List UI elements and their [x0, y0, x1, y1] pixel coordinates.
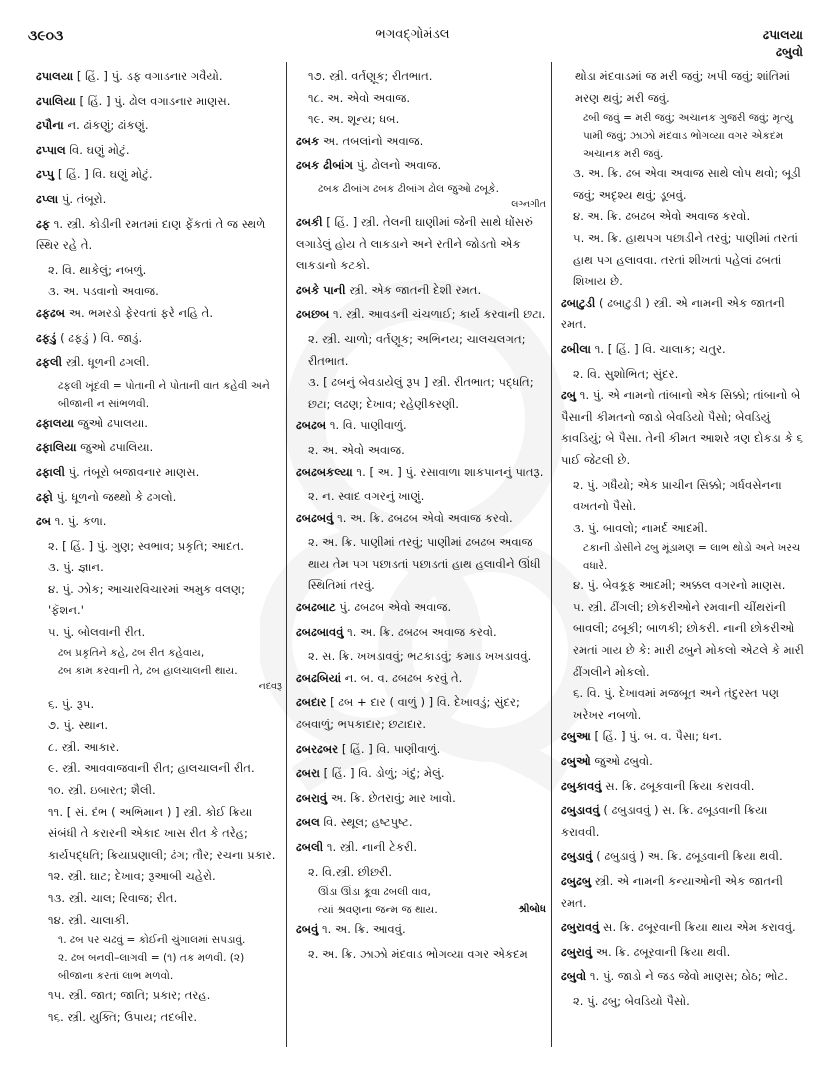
quotation-line: ઢબ કામ કરવાની તે, ઢબ હાલચાલની થાય.	[58, 664, 238, 677]
dictionary-entry	[296, 837, 546, 859]
sense-line: ૧૯. અ. શૂન્ય; ધબ.	[308, 112, 400, 127]
guide-words	[763, 26, 803, 60]
definition: સ્ત્રી. એ નામની કન્યાઓની એક જાતની રમત.	[561, 874, 783, 910]
sense-line: ૧૦. સ્ત્રી. ઇબારત; શૈલી.	[48, 783, 156, 798]
headword: ઢબુઓ	[561, 754, 591, 769]
headword: ઢબકે પાની	[296, 282, 346, 297]
definition: [ હિં. ] પું. ઢોલ વગાડનાર માણસ.	[79, 93, 231, 108]
definition: જુઓ ઢબુવો.	[594, 754, 653, 769]
dictionary-entry	[296, 131, 546, 153]
definition: સ્ત્રી. ધૂળની ઢગલી.	[65, 355, 150, 370]
headword: ઢબલી	[296, 840, 324, 854]
definition: ૧. પું. જાડો ને જડ જેવો માણસ; ઠોઠ; ભોટ.	[589, 969, 788, 984]
dictionary-entry	[561, 293, 809, 336]
definition: જુઓ ઢપાલયા.	[77, 415, 148, 430]
sense-line: ૩. પું. જ્ઞાન.	[48, 560, 104, 575]
sense-line: ૧૭. સ્ત્રી. વર્તણૂક; રીતભાત.	[308, 69, 433, 83]
dictionary-entry	[561, 942, 809, 964]
dictionary-entry	[36, 189, 282, 211]
sense-line: ૨. પું. ગધૈયો; એક પ્રાચીન સિક્કો; ગર્ધવસેનના વખતનો પૈસો.	[573, 477, 782, 514]
dictionary-entry	[561, 871, 809, 914]
sense-line: ૧૬. સ્ત્રી. યુક્તિ; ઉપાય; તદબીર.	[48, 1009, 198, 1024]
sense-line: ૧૮. અ. એવો અવાજ.	[308, 90, 411, 105]
dictionary-entry	[36, 140, 282, 162]
dictionary-entry	[36, 462, 282, 484]
definition: ૧. [ અ. ] પું. રસાવાળા શાકપાનનું પાતરૂ.	[356, 464, 544, 479]
quotation-text: ત્યાં શ્રવણના જન્મ જ થાય.	[318, 904, 438, 917]
sense-line: ૨. અ. ક્રિ. ઝાઝો મંદવાડ ભોગવ્યા વગર એકદમ	[308, 946, 528, 961]
headword: ઢબઢબાવવું	[296, 624, 344, 639]
sense-line: ૫. પું. બોલવાની રીત.	[48, 625, 146, 640]
headword: ઢબુઆ	[561, 729, 591, 744]
dictionary-entry	[296, 212, 546, 277]
sense-line: ૨. સ. ક્રિ. ખખડાવવું; ભટકાડવું; કમાડ ખખડાવવું.	[308, 649, 532, 664]
headword: ઢપાલયા	[36, 69, 74, 83]
definition: ૧. સ્ત્રી. નાની ટેકરી.	[326, 840, 418, 854]
dictionary-entry	[36, 413, 282, 435]
headword: ઢપાલિયા	[36, 93, 76, 108]
sense-line: ૩. અ. પડવાનો અવાજ.	[48, 284, 159, 299]
guide-word-first: ઢપાલયા	[762, 27, 803, 42]
dictionary-entry	[296, 788, 546, 810]
quotation-line: ઢફલી ખૂંદવી = પોતાની ને પોતાની વાત કહેવી અને બીજાની ન સાંભળવી.	[58, 379, 270, 410]
headword: ઢબછબ	[296, 307, 330, 322]
dictionary-entry	[296, 508, 546, 530]
headword: ઢબીલા	[561, 341, 591, 356]
headword: ઢપ્લા	[36, 191, 59, 206]
definition: વિ. ઘણું મોટું.	[69, 142, 130, 157]
dictionary-entry	[561, 726, 809, 748]
sense-line: ૩. પું. બાવલો; નામર્દ આદમી.	[573, 520, 708, 535]
dictionary-entry	[36, 352, 282, 374]
definition: ( ઢબુડાવું ) અ. ક્રિ. ઢબૂડવાની ક્રિયા થવી.	[596, 849, 783, 864]
sense-line: ૬. પું. રૂપ.	[48, 696, 95, 711]
definition: ન. બ. વ. ઢબઢબ કરવું તે.	[344, 670, 463, 685]
definition: પું. તંબૂરો બજાવનાર માણસ.	[68, 464, 200, 479]
headword: ઢબકી	[296, 214, 323, 229]
sense-line: ૧૫. સ્ત્રી. જાત; જાતિ; પ્રકાર; તરહ.	[48, 988, 211, 1003]
column-2	[296, 66, 546, 965]
definition: [ હિં. ] વિ. ડોળું; ગંદું; મેલું.	[323, 766, 445, 781]
definition: અ. તબલાંનો અવાજ.	[322, 133, 424, 148]
quotation-line: ૧. ઢબ પર ચઢવું = કોઈની ચુંગાલમાં સપડાવું.	[58, 934, 246, 947]
definition: ૧. સ્ત્રી. આવડની ચંચળાઈ; કાર્ય કરવાની છટા.	[333, 307, 546, 322]
headword: ઢબઢબ	[296, 418, 327, 433]
sense-line: ૬. વિ. પું. દેખાવમાં મજબૂત અને તંદુરસ્ત પણ ખરેખર નબળો.	[573, 686, 780, 722]
headword: ઢબુકાવવું	[561, 778, 602, 793]
definition: [ ઢબ + દાર ( વાળું ) ] વિ. દેખાવડું; સુંદર; ઢબવાળું; ભપકાદાર; છટાદાર.	[296, 695, 520, 732]
quotation-line: ઢબ પ્રકૃતિને કહે, ઢબ રીત કહેવાય,	[58, 646, 205, 659]
headword: ઢબરાવું	[296, 790, 328, 805]
dictionary-entry	[296, 692, 546, 735]
headword: ઢબાટુડી	[561, 295, 596, 310]
dictionary-entry	[296, 763, 546, 785]
definition: અ. ક્રિ. ઢબૂરવાની ક્રિયા થવી.	[595, 944, 731, 959]
dictionary-entry	[296, 280, 546, 302]
dictionary-entry	[296, 919, 546, 941]
column-3	[561, 66, 809, 1013]
dictionary-entry	[36, 328, 282, 350]
headword: ઢબરા	[296, 766, 320, 781]
dictionary-entry	[296, 155, 546, 177]
column-divider	[286, 62, 287, 1047]
definition: ( ઢબાટુડી ) સ્ત્રી. એ નામની એક જાતની રમત.	[561, 295, 785, 332]
sense-line: ૫. સ્ત્રી. ઢીંગલી; છોકરીઓને રમવાની ચીંથરાંની બાવલી; ઢબૂકી; બાળકી; છોકરી. નાની છોકરીઓ રમતાં ગાય છે કે: મારી ઢબુને મોકલો એટલે કે મારી ઢીંગલીને મોકલો.	[573, 599, 804, 679]
sense-line: ૪. અ. ક્રિ. ઢબઢબ એવો અવાજ કરવો.	[573, 209, 751, 224]
dictionary-entry	[561, 339, 809, 361]
headword: ઢબઢબકલ્યા	[296, 464, 353, 479]
definition: સ. ક્રિ. ઢબૂકવાની ક્રિયા કરાવવી.	[605, 778, 755, 793]
dictionary-entry	[561, 917, 809, 939]
dictionary-entry	[36, 164, 282, 186]
dictionary-entry	[561, 385, 809, 471]
dictionary-entry	[296, 622, 546, 644]
dictionary-entry	[561, 966, 809, 988]
sense-line: ૧૧. [ સં. દંભ ( અભિમાન ) ] સ્ત્રી. કોઈ ક્રિયા સંબંધી તે કરારની એકાદ ખાસ રીત કે તરેહ; કાર્યપદ્ધતિ; ક્રિયાપ્રણાલી; ઢંગ; તૌર; રચના પ્રકાર.	[48, 804, 276, 862]
quotation-line: ઢબક ઢીબાંગ ઢબક ઢીબાંગ ઢોલ જુઓ ઢબૂકે.	[318, 182, 500, 195]
headword: ઢફાલી	[36, 464, 65, 479]
sense-line: ૨. પું. ઢબુ; બેવડિયો પૈસો.	[573, 993, 690, 1008]
definition: વિ. સ્થૂલ; હષ્ટપુષ્ટ.	[323, 815, 413, 830]
definition: ૧. અ. ક્રિ. ઢબઢબ એવો અવાજ કરવો.	[337, 510, 513, 525]
running-title: ભગવદ્ગોમંડલ	[375, 27, 450, 42]
headword: ઢપ્પાલ	[36, 142, 66, 157]
headword: ઢફાલિયા	[36, 440, 77, 455]
dictionary-entry	[36, 437, 282, 459]
definition: ૧. સ્ત્રી. કોડીની રમતમાં દાણ ફેંકતાં તે જ સ્થળે સ્થિર રહે તે.	[36, 216, 266, 253]
sense-line: ૧૪. સ્ત્રી. ચાલાકી.	[48, 912, 130, 927]
dictionary-entry	[36, 303, 282, 325]
dictionary-entry	[296, 415, 546, 437]
dictionary-entry	[561, 751, 809, 773]
headword: ઢબવું	[296, 922, 319, 937]
headword: ઢબુવો	[561, 969, 587, 984]
headword: ઢબુરાવું	[561, 944, 593, 959]
definition: ( ઢબુડાવવું ) સ. ક્રિ. ઢબૂડવાની ક્રિયા કરાવવી.	[561, 803, 768, 839]
sense-line: ૮. સ્ત્રી. આકાર.	[48, 739, 120, 754]
definition: સ. ક્રિ. ઢબૂરવાની ક્રિયા થાય એમ કરાવવું.	[603, 920, 796, 935]
definition: ૧. પું. એ નામનો તાંબાનો એક સિક્કો; તાંબાનો બે પૈસાની કીમતનો જાડો બેવડિયો પૈસો; બેવડિયું કાવડિયું; બે પૈસા. તેની કીમત આશરે ત્રણ દોકડા કે ૬ પાઈ જેટલી છે.	[561, 388, 803, 467]
dictionary-entry	[36, 91, 282, 113]
sense-line: ૨. અ. ક્રિ. પાણીમાં તરવું; પાણીમાં ઢબઢબ અવાજ થાય તેમ પગ પછાડતાં પછાડતાં હાથ હલાવીને ઊંધી સ્થિતિમાં તરવું.	[308, 535, 541, 593]
headword: ઢબુ	[561, 388, 577, 403]
headword: ઢબુડાવું	[561, 849, 593, 864]
guide-word-last: ઢબુવો	[775, 44, 803, 59]
sense-line: ૨. વિ. થાકેલું; નબળું.	[48, 262, 147, 277]
page-header	[0, 0, 825, 59]
definition: ૧. [ હિં. ] વિ. ચાલાક; ચતુર.	[594, 341, 726, 356]
definition: ૧. અ. ક્રિ. આવવું.	[321, 922, 406, 937]
sense-line: ૪. પું. બેવકૂફ આદમી; અક્કલ વગરનો માણસ.	[573, 578, 786, 593]
sense-line: ૯. સ્ત્રી. આવવાજવાની રીત; હાલચાલની રીત.	[48, 761, 255, 776]
definition: [ હિં. ] પું. બ. વ. પૈસા; ધન.	[594, 729, 722, 744]
sense-line: ૨. વિ.સ્ત્રી. છીછરી.	[308, 864, 393, 879]
headword: ઢફલી	[36, 355, 63, 370]
sense-line: ૨. સ્ત્રી. ચાળો; વર્તણૂક; અભિનય; ચાલચલગત; રીતભાત.	[308, 331, 526, 368]
definition: પું. ઢોલનો અવાજ.	[356, 158, 442, 173]
sense-line: ૨. અ. એવો અવાજ.	[308, 442, 405, 457]
dictionary-entry	[36, 66, 282, 88]
definition: ૧. પું. કળા.	[54, 514, 107, 529]
sense-line: ૧૩. સ્ત્રી. ચાલ; રિવાજ; રીત.	[48, 891, 178, 905]
definition: અ. ભમરડો ફેરવતાં ફરે નહિ તે.	[68, 305, 214, 320]
definition: [ હિં. ] વિ. ઘણું મોટું.	[57, 167, 153, 182]
dictionary-entry	[296, 812, 546, 834]
headword: ઢબઢબાટ	[296, 600, 336, 615]
headword: ઢબઢબિયાં	[296, 670, 342, 685]
dictionary-entry	[561, 776, 809, 798]
dictionary-entry	[36, 487, 282, 509]
definition: સ્ત્રી. એક જાતની દેશી રમત.	[349, 282, 482, 297]
definition: જુઓ ઢપાલિયા.	[80, 440, 154, 455]
sense-line: ૧૨. સ્ત્રી. ઘાટ; દેખાવ; રૂઆબી ચહેરો.	[48, 869, 216, 884]
headword: ઢફડું	[36, 330, 57, 345]
dictionary-entry	[36, 214, 282, 257]
headword: ઢબુરાવવું	[561, 920, 600, 935]
definition: [ હિં. ] પું. ડફ વગાડનાર ગવૈયો.	[76, 69, 223, 83]
sense-line: ૭. પું. સ્થાન.	[48, 718, 109, 733]
quotation-line: ઢબી જવું = મરી જવું; અચાનક ગુજરી જવું; મૃત્યુ પામી જવું; ઝાઝો મંદવાડ ભોગવ્યા વગર એકદમ અચાનક મરી જવું.	[583, 112, 794, 161]
headword: ઢબઢબવું	[296, 510, 334, 525]
quotation-line	[296, 901, 546, 919]
column-1	[36, 66, 282, 1028]
headword: ઢપૌના	[36, 118, 64, 133]
dictionary-entry	[561, 846, 809, 868]
definition: [ હિં. ] વિ. પાણીવાળું.	[341, 741, 441, 756]
definition: અ. ક્રિ. છેતરાવું; માર ખાવો.	[330, 790, 456, 805]
column-divider	[551, 62, 552, 1047]
quotation-line: ટકાની ડોસીને ઢબુ મૂંડામણ = લાભ થોડો અને ખરચ વધારે.	[583, 542, 801, 573]
quotation-source: નદવરૂ	[258, 680, 282, 692]
dictionary-entry	[296, 668, 546, 690]
dictionary-entry	[36, 115, 282, 137]
sense-line: ૨. ન. સ્વાદ વગરનું ખાણું.	[308, 489, 425, 504]
sense-line: ૨. [ હિં. ] પું. ગુણ; સ્વભાવ; પ્રકૃતિ; આદત.	[48, 538, 244, 553]
dictionary-entry	[296, 304, 546, 326]
dictionary-entry	[36, 511, 282, 533]
quotation-source: શ્રીબોધ	[518, 904, 546, 916]
headword: ઢબક ઢીબાંગ	[296, 158, 353, 173]
dictionary-entry	[296, 462, 546, 484]
sense-line: ૪. પું. ઝોક; આચારવિચારમાં અમુક વલણ; 'ફૅશન.'	[48, 581, 246, 618]
definition: ૧. અ. ક્રિ. ઢબઢબ અવાજ કરવો.	[347, 624, 497, 639]
sense-line: ૩. [ ઢબનું બેવડાયેલું રૂપ ] સ્ત્રી. રીતભાત; પદ્ધતિ; છટા; લઢણ; દેખાવ; રહેણીકરણી.	[308, 375, 534, 411]
quotation-source: લગ્નગીત	[511, 198, 546, 210]
definition: પું. તંબૂરો.	[61, 191, 107, 206]
headword: ઢબરઢબર	[296, 741, 339, 756]
definition: પું. ધૂળનો જથ્થો કે ઢગલો.	[56, 489, 177, 504]
headword: ઢબદાર	[296, 695, 327, 710]
sense-line: ૨. વિ. સુશોભિત; સુંદર.	[573, 366, 679, 381]
quotation-line: ૨. ઢબ બનવી–લાગવી = (૧) તક મળવી. (૨) બીજાના કરતાં લાભ મળવો.	[58, 952, 245, 983]
headword: ઢપ્પુ	[36, 167, 55, 182]
headword: ઢબુઢબુ	[561, 874, 592, 888]
dictionary-entry	[296, 597, 546, 619]
headword: ઢફ	[36, 216, 51, 231]
headword: ઢફાલયા	[36, 415, 74, 430]
definition: ૧. વિ. પાણીવાળું.	[329, 418, 407, 433]
headword: ઢબક	[296, 133, 320, 148]
definition: ન. ઢાંકણું; ઢાંકણું.	[67, 118, 149, 133]
definition: [ હિં. ] સ્ત્રી. તેલની ઘાણીમાં જેની સાથે ધોંસરું લગાડેલું હોય તે લાકડાને અને રતીને જોડતો એક લાકડાનો કટકો.	[296, 214, 533, 273]
headword: ઢબુડાવવું	[561, 803, 600, 818]
headword: ઢફો	[36, 489, 53, 504]
page-number: ૩૯૦૩	[28, 28, 64, 44]
headword: ઢબલ	[296, 815, 320, 830]
continued-definition: થોડા મંદવાડમાં જ મરી જવું; ખપી જવું; શાંતિમાં મરણ થવું; મરી જવું.	[575, 69, 791, 105]
headword: ઢફઢબ	[36, 305, 66, 320]
sense-line: ૩. અ. ક્રિ. ઢબ એવા અવાજ સાથે લોપ થવો; બૂડી જવું; અદૃશ્ય થવું; ડૂબવું.	[573, 166, 801, 202]
headword: ઢબ	[36, 514, 52, 529]
dictionary-entry	[561, 800, 809, 843]
definition: પું. ઢબઢબ એવો અવાજ.	[339, 600, 452, 615]
dictionary-entry	[296, 739, 546, 761]
quotation-line: ઊંડા ઊંડા કૂવા ઢબલી વાવ,	[318, 886, 431, 899]
sense-line: ૫. અ. ક્રિ. હાથપગ પછાડીને તરવું; પાણીમાં તરતાં હાથ પગ હલાવવા. તરતાં શીખતાં પહેલાં ઢબતાં શિખાય છે.	[573, 230, 798, 289]
definition: ( ઢફડું ) વિ. જાડું.	[60, 330, 143, 345]
